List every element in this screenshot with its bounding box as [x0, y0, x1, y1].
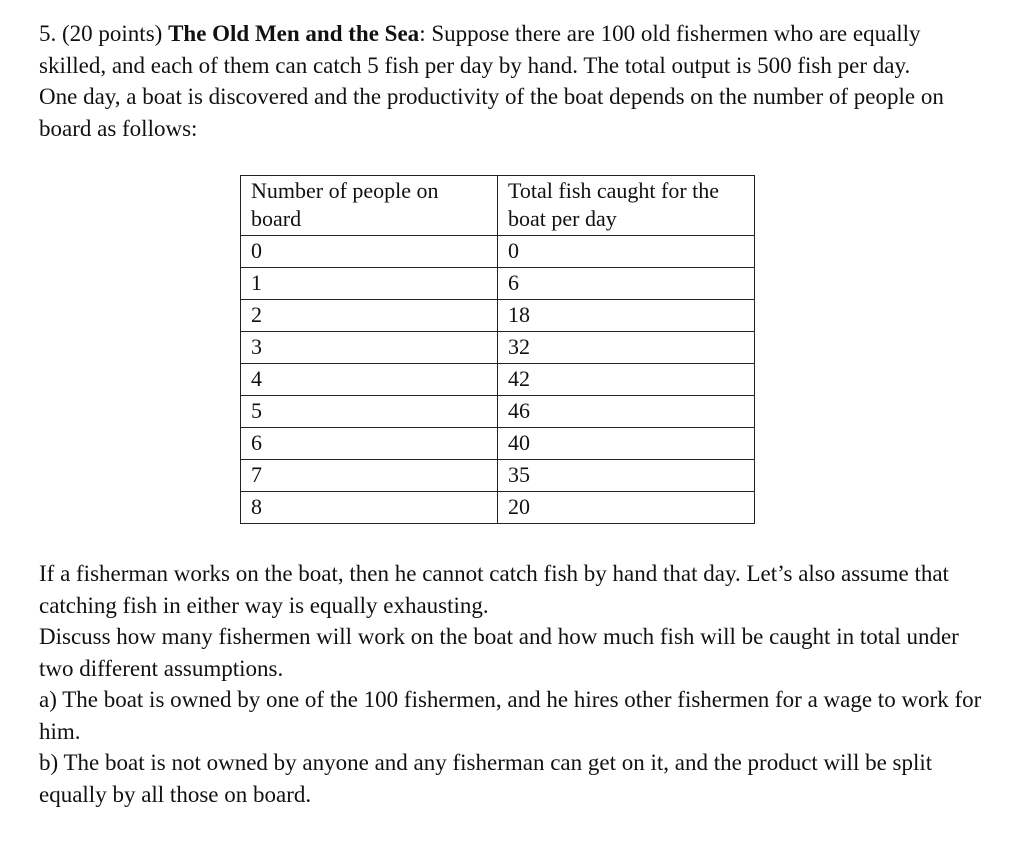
cell-fish: 18 — [498, 300, 755, 332]
table-row — [241, 428, 755, 460]
cell-people: 7 — [241, 460, 498, 492]
cell-people: 4 — [241, 364, 498, 396]
discussion-prompt: Discuss how many fishermen will work on the boat and how much fish will be caught in total under two different assumptions. — [39, 624, 959, 681]
cell-people: 0 — [241, 236, 498, 268]
table-row — [241, 364, 755, 396]
header-fish: Total fish caught for the boat per day — [498, 176, 755, 236]
table-row — [241, 268, 755, 300]
cell-people: 2 — [241, 300, 498, 332]
part-a: a) The boat is owned by one of the 100 fishermen, and he hires other fishermen for a wage to work for him. — [39, 687, 982, 744]
cell-people: 1 — [241, 268, 498, 300]
table-row — [241, 460, 755, 492]
cell-people: 5 — [241, 396, 498, 428]
table-container — [240, 175, 989, 524]
cell-fish: 42 — [498, 364, 755, 396]
table-row — [241, 236, 755, 268]
table-header-row — [241, 176, 755, 236]
table-row — [241, 396, 755, 428]
part-b: b) The boat is not owned by anyone and any fisherman can get on it, and the product will be split equally by all those on board. — [39, 750, 933, 807]
question-intro — [39, 18, 989, 81]
cell-fish: 20 — [498, 492, 755, 524]
question-intro-text: : Suppose there are 100 old fishermen who are equally skilled, and each of them can catch 5 fish per day by hand. The total output is 500 fish per day. — [39, 21, 921, 78]
document-page — [39, 18, 989, 810]
question-number-points: 5. (20 points) — [39, 21, 163, 46]
cell-fish: 32 — [498, 332, 755, 364]
cell-people: 8 — [241, 492, 498, 524]
cell-fish: 40 — [498, 428, 755, 460]
table-row — [241, 332, 755, 364]
fish-table — [240, 175, 755, 524]
table-row — [241, 492, 755, 524]
header-people: Number of people on board — [241, 176, 498, 236]
cell-people: 6 — [241, 428, 498, 460]
cell-fish: 6 — [498, 268, 755, 300]
cell-fish: 0 — [498, 236, 755, 268]
boat-intro: One day, a boat is discovered and the productivity of the boat depends on the number of people on board as follows: — [39, 84, 944, 141]
assumption-paragraph: If a fisherman works on the boat, then he cannot catch fish by hand that day. Let’s also assume that catching fish in either way is equally exhausting. — [39, 561, 949, 618]
cell-fish: 35 — [498, 460, 755, 492]
cell-fish: 46 — [498, 396, 755, 428]
cell-people: 3 — [241, 332, 498, 364]
table-row — [241, 300, 755, 332]
question-title: The Old Men and the Sea — [168, 21, 420, 46]
